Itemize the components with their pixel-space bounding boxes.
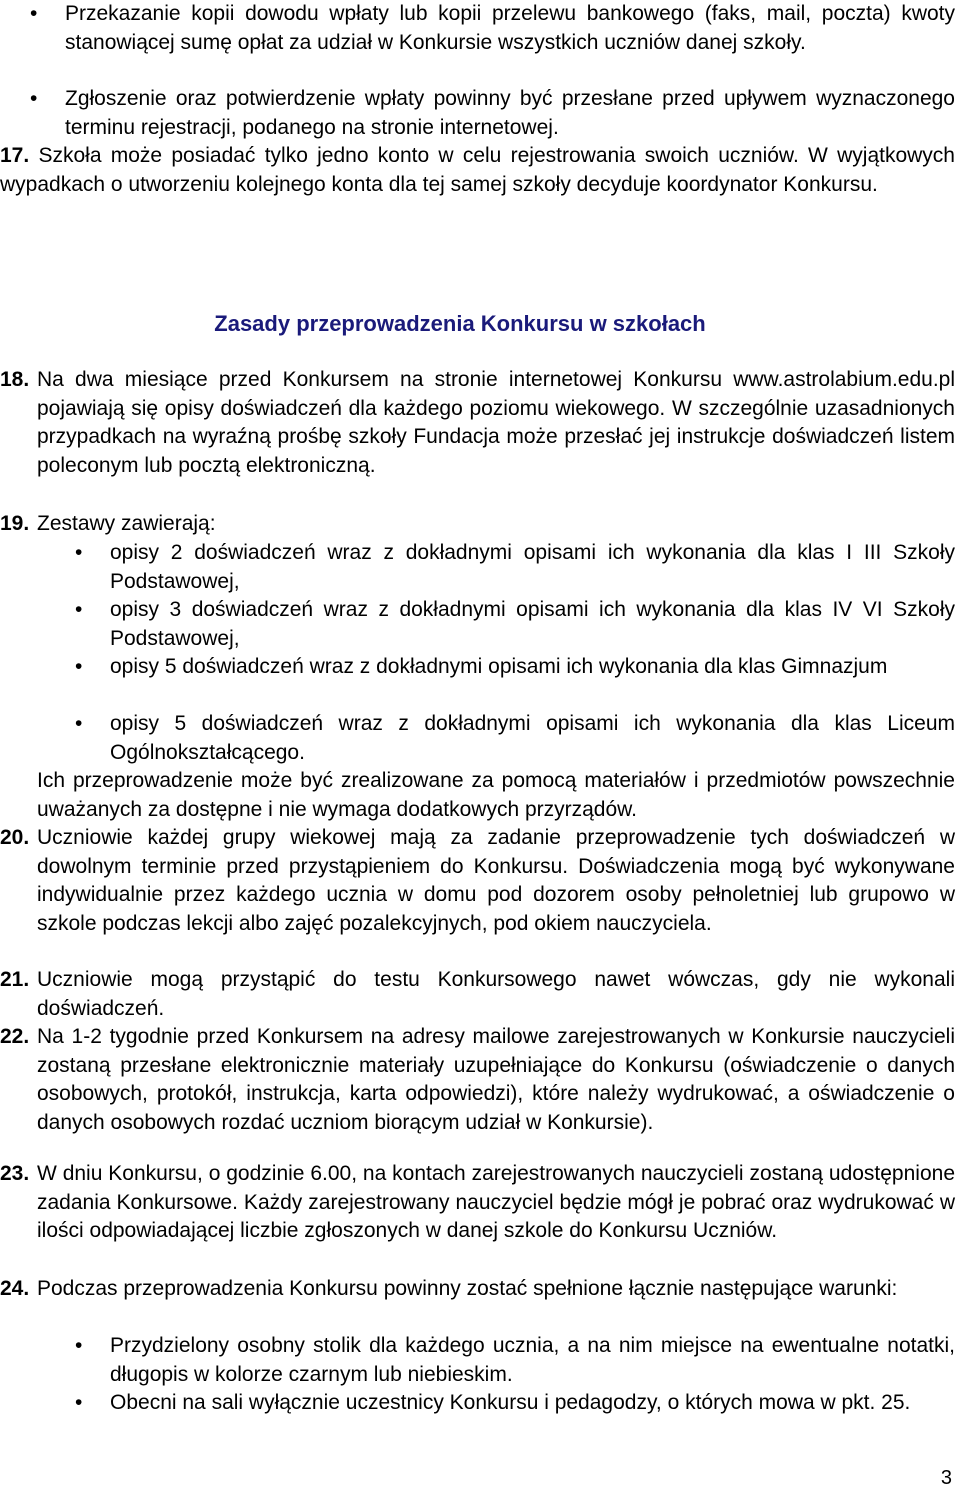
- paragraph-18-text: Na dwa miesiące przed Konkursem na stronie internetowej Konkursu www.astrolabium.edu.pl pojawiają się opisy doświadczeń dla każdego poziomu wiekowego. W szczególnie uzasadnionych przypadkach na wyraźną prośbę szkoły Fundacja może przesłać jej instrukcje doświadczeń listem poleconym lub pocztą elektroniczną.: [37, 368, 955, 477]
- paragraph-number-23: 23.: [0, 1162, 30, 1185]
- paragraph-17-text: Szkoła może posiadać tylko jedno konto w celu rejestrowania swoich uczniów. W wyjątkowych wypadkach o utworzeniu kolejnego konta dla tej samej szkoły decyduje koordynator Konkursu.: [0, 144, 955, 196]
- bullet-marker: •: [30, 87, 38, 110]
- paragraph-23-text: W dniu Konkursu, o godzinie 6.00, na kontach zarejestrowanych nauczycieli zostaną udostępnione zadania Konkursowe. Każdy zarejestrowany nauczyciel będzie mógł je pobrać oraz wydrukować w ilości odpowiadającej liczbie zgłoszonych w danej szkole do Konkursu Uczniów.: [37, 1162, 955, 1242]
- bullet-marker: •: [75, 1334, 83, 1357]
- paragraph-19-outro: Ich przeprowadzenie może być zrealizowane za pomocą materiałów i przedmiotów powszechnie uważanych za dostępne i nie wymaga dodatkowych przyrządów.: [37, 769, 955, 821]
- paragraph-17: [0, 142, 955, 199]
- paragraph-number-21: 21.: [0, 968, 30, 991]
- bullet-marker: •: [75, 655, 83, 678]
- list-item: opisy 3 doświadczeń wraz z dokładnymi opisami ich wykonania dla klas IV VI Szkoły Podstawowej,: [110, 598, 955, 650]
- section-heading: Zasady przeprowadzenia Konkursu w szkołach: [214, 311, 706, 336]
- bullet-marker: •: [75, 541, 83, 564]
- paragraph-number: 17.: [0, 144, 30, 167]
- top-bullet-2: Zgłoszenie oraz potwierdzenie wpłaty powinny być przesłane przed upływem wyznaczonego terminu rejestracji, podanego na stronie internetowej.: [65, 87, 955, 139]
- list-item: Przydzielony osobny stolik dla każdego ucznia, a na nim miejsce na ewentualne notatki, długopis w kolorze czarnym lub niebieskim.: [110, 1334, 955, 1386]
- paragraph-20-text: Uczniowie każdej grupy wiekowej mają za zadanie przeprowadzenie tych doświadczeń w dowolnym terminie przed przystąpieniem do Konkursu. Doświadczenia mogą być wykonywane indywidualnie przez każdego ucznia w domu pod dozorem osoby pełnoletniej lub grupowo w szkole podczas lekcji albo zajęć pozalekcyjnych, pod okiem nauczyciela.: [37, 826, 955, 935]
- paragraph-number-20: 20.: [0, 826, 30, 849]
- page-number: 3: [940, 1467, 952, 1489]
- paragraph-22-text: Na 1-2 tygodnie przed Konkursem na adresy mailowe zarejestrowanych w Konkursie nauczycieli zostaną przesłane elektronicznie materiały uzupełniające do Konkursu (oświadczenie o danych osobowych, protokół, instrukcja, karta odpowiedzi), które należy wydrukować, a oświadczenie o danych osobowych rozdać uczniom biorącym udział w Konkursie).: [37, 1025, 955, 1134]
- bullet-marker: •: [75, 1391, 83, 1414]
- paragraph-number-24: 24.: [0, 1277, 30, 1300]
- bullet-marker: •: [75, 712, 83, 735]
- paragraph-number-19: 19.: [0, 512, 30, 535]
- list-item: Obecni na sali wyłącznie uczestnicy Konkursu i pedagodzy, o których mowa w pkt. 25.: [110, 1391, 911, 1414]
- paragraph-21-text: Uczniowie mogą przystąpić do testu Konkursowego nawet wówczas, gdy nie wykonali doświadczeń.: [37, 968, 955, 1020]
- paragraph-number-18: 18.: [0, 368, 30, 391]
- paragraph-24-intro: Podczas przeprowadzenia Konkursu powinny zostać spełnione łącznie następujące warunki:: [37, 1277, 898, 1300]
- list-item: opisy 2 doświadczeń wraz z dokładnymi opisami ich wykonania dla klas I III Szkoły Podstawowej,: [110, 541, 955, 593]
- bullet-marker: •: [30, 2, 38, 25]
- bullet-marker: •: [75, 598, 83, 621]
- list-item: opisy 5 doświadczeń wraz z dokładnymi opisami ich wykonania dla klas Gimnazjum: [110, 655, 888, 678]
- top-bullet-1: Przekazanie kopii dowodu wpłaty lub kopii przelewu bankowego (faks, mail, poczta) kwoty stanowiącej sumę opłat za udział w Konkursie wszystkich uczniów danej szkoły.: [65, 2, 955, 54]
- list-item: opisy 5 doświadczeń wraz z dokładnymi opisami ich wykonania dla klas Liceum Ogólnokształcącego.: [110, 712, 955, 764]
- paragraph-number-22: 22.: [0, 1025, 30, 1048]
- paragraph-19-intro: Zestawy zawierają:: [37, 512, 216, 535]
